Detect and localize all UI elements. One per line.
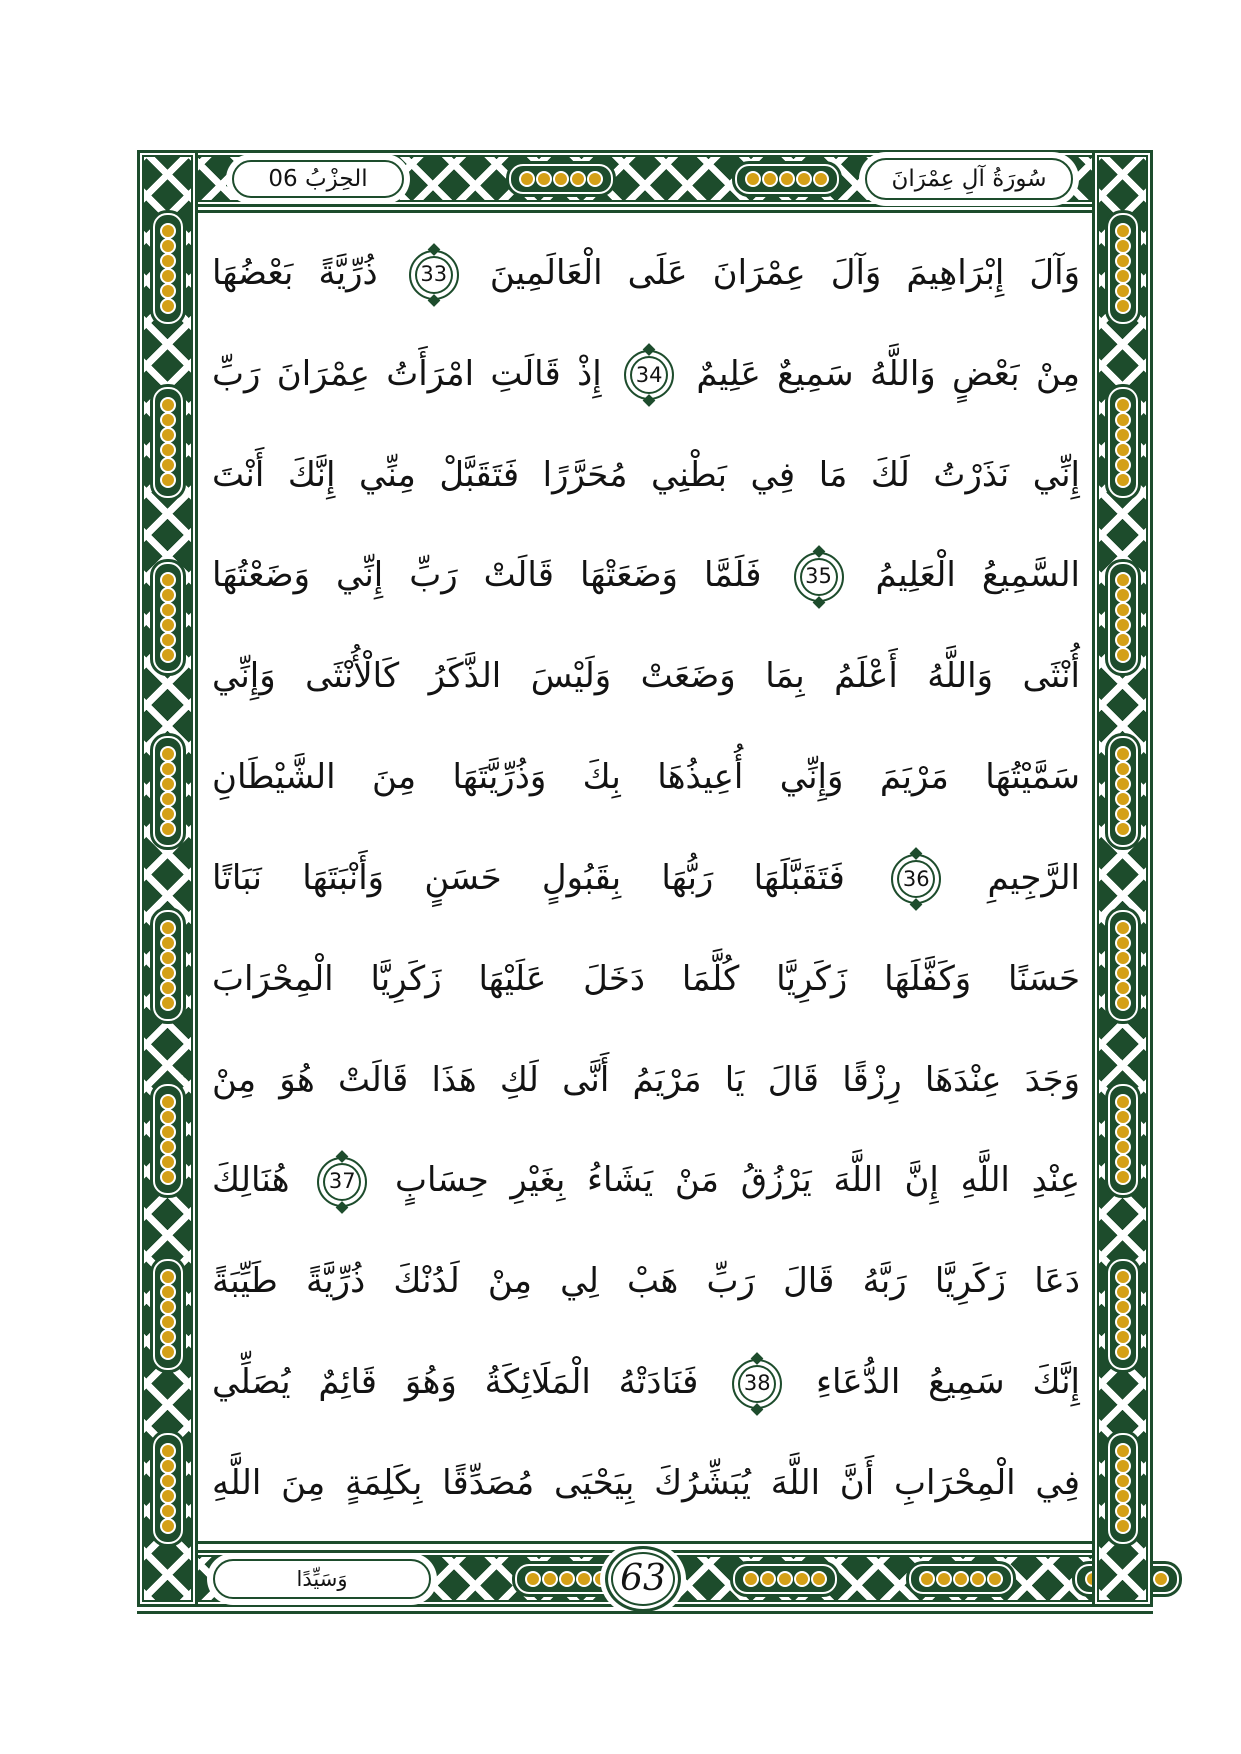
gold-dot-strip xyxy=(921,1573,1001,1585)
quran-text-segment: أُنْثَى وَاللَّهُ أَعْلَمُ بِمَا وَضَعَتْ وَلَيْسَ الذَّكَرُ كَالْأُنْثَى وَإِنِّي xyxy=(212,656,1080,697)
gold-dot xyxy=(527,1573,539,1585)
quran-line xyxy=(212,426,1080,524)
verse-number-badge: 36 xyxy=(891,854,941,904)
gold-dot xyxy=(162,1445,174,1457)
outer-rule-bottom xyxy=(137,1611,1153,1614)
ornament-cartouche xyxy=(509,164,613,194)
gold-dot xyxy=(162,808,174,820)
gold-dot xyxy=(989,1573,1001,1585)
gold-dot xyxy=(538,173,550,185)
gold-dot-strip xyxy=(162,922,174,1009)
gold-dot xyxy=(162,255,174,267)
gold-dot xyxy=(162,285,174,297)
quran-text-segment: دَعَا زَكَرِيَّا رَبَّهُ قَالَ رَبِّ هَبْ لِي مِنْ لَدُنْكَ ذُرِّيَّةً طَيِّبَةً xyxy=(212,1261,1080,1302)
gold-dot xyxy=(813,1573,825,1585)
gold-dot xyxy=(1117,1346,1129,1358)
frame-band-bottom xyxy=(137,1550,1153,1607)
gold-dot xyxy=(162,270,174,282)
quran-line xyxy=(212,728,1080,826)
gold-dot xyxy=(764,173,776,185)
gold-dot xyxy=(162,1171,174,1183)
gold-dot xyxy=(1117,1156,1129,1168)
gold-dot xyxy=(572,173,584,185)
ornament-cartouche xyxy=(153,910,183,1021)
quran-line xyxy=(212,1434,1080,1532)
gold-dot xyxy=(1117,604,1129,616)
gold-dot xyxy=(1117,1096,1129,1108)
gold-dot xyxy=(162,1301,174,1313)
ornament-cartouche xyxy=(153,1433,183,1544)
quran-text-segment: السَّمِيعُ الْعَلِيمُ xyxy=(875,555,1080,596)
quran-text-segment: حَسَنًا وَكَفَّلَهَا زَكَرِيَّا كُلَّمَا دَخَلَ عَلَيْهَا زَكَرِيَّا الْمِحْرَابَ xyxy=(212,958,1080,999)
inner-rule-top xyxy=(198,210,1092,213)
gold-dot xyxy=(1117,574,1129,586)
gold-dot xyxy=(1117,823,1129,835)
gold-dot-strip xyxy=(1117,399,1129,486)
gold-dot xyxy=(1117,429,1129,441)
gold-dot xyxy=(1117,285,1129,297)
gold-dot xyxy=(1117,793,1129,805)
gold-dot xyxy=(544,1573,556,1585)
gold-dot xyxy=(1117,937,1129,949)
gold-dot xyxy=(521,173,533,185)
gold-dot-strip xyxy=(1117,574,1129,661)
gold-dot xyxy=(921,1573,933,1585)
gold-dot xyxy=(1117,1520,1129,1532)
gold-dot xyxy=(781,173,793,185)
gold-dot-strip xyxy=(747,173,827,185)
gold-dot xyxy=(578,1573,590,1585)
gold-dot xyxy=(1117,255,1129,267)
gold-dot-strip xyxy=(521,173,601,185)
gold-dot xyxy=(1117,778,1129,790)
quran-line xyxy=(212,526,1080,624)
gold-dot xyxy=(162,1505,174,1517)
gold-dot xyxy=(1117,240,1129,252)
gold-dot xyxy=(955,1573,967,1585)
ornament-cartouche xyxy=(1108,387,1138,498)
gold-dot xyxy=(162,1271,174,1283)
page-number: 63 xyxy=(620,1558,666,1599)
gold-dot xyxy=(162,1126,174,1138)
gold-dot xyxy=(1117,1475,1129,1487)
gold-dot xyxy=(162,778,174,790)
quran-line xyxy=(212,1232,1080,1330)
gold-dot xyxy=(162,1286,174,1298)
gold-dot xyxy=(1117,1331,1129,1343)
ornament-cartouche xyxy=(153,736,183,847)
quran-text-segment: ذُرِّيَّةً بَعْضُهَا xyxy=(212,253,378,293)
ornament-cartouche xyxy=(515,1564,619,1594)
quran-text-segment: وَآلَ إِبْرَاهِيمَ وَآلَ عِمْرَانَ عَلَى الْعَالَمِينَ xyxy=(489,253,1080,293)
gold-dot xyxy=(1117,1286,1129,1298)
gold-dot-strip xyxy=(162,1271,174,1358)
frame-band-top-items xyxy=(137,150,1153,207)
gold-dot xyxy=(555,173,567,185)
gold-dot xyxy=(162,982,174,994)
gold-dot-strip xyxy=(1117,1096,1129,1183)
gold-dot xyxy=(1117,649,1129,661)
gold-dot xyxy=(1117,414,1129,426)
gold-dot xyxy=(561,1573,573,1585)
frame-band-right xyxy=(1092,150,1153,1607)
gold-dot-strip xyxy=(1117,225,1129,312)
gold-dot xyxy=(589,173,601,185)
quran-line xyxy=(212,1131,1080,1229)
quran-line xyxy=(212,1031,1080,1129)
ornament-cartouche xyxy=(733,1564,837,1594)
surah-pill xyxy=(865,158,1073,200)
quran-text-segment: وَجَدَ عِنْدَهَا رِزْقًا قَالَ يَا مَرْيَمُ أَنَّى لَكِ هَذَا قَالَتْ هُوَ مِنْ xyxy=(212,1059,1080,1100)
gold-dot xyxy=(1117,763,1129,775)
gold-dot xyxy=(1117,1111,1129,1123)
gold-dot xyxy=(779,1573,791,1585)
gold-dot xyxy=(162,634,174,646)
gold-dot xyxy=(162,619,174,631)
gold-dot xyxy=(162,997,174,1009)
gold-dot xyxy=(162,1316,174,1328)
ornament-cartouche xyxy=(153,562,183,673)
gold-dot xyxy=(162,1346,174,1358)
gold-dot xyxy=(1117,634,1129,646)
gold-dot xyxy=(162,474,174,486)
gold-dot xyxy=(162,922,174,934)
gold-dot xyxy=(747,173,759,185)
quran-text-segment: فَنَادَتْهُ الْمَلَائِكَةُ وَهُوَ قَائِمٌ يُصَلِّي xyxy=(212,1362,699,1403)
ornament-cartouche xyxy=(1108,736,1138,847)
ornament-cartouche xyxy=(153,1259,183,1370)
quran-line xyxy=(212,930,1080,1028)
gold-dot-strip xyxy=(162,1096,174,1183)
gold-dot xyxy=(1117,1445,1129,1457)
gold-dot xyxy=(162,1111,174,1123)
quran-text-segment: الرَّجِيمِ xyxy=(987,857,1081,898)
quran-text-segment: سَمَّيْتُهَا مَرْيَمَ وَإِنِّي أُعِيذُهَا بِكَ وَذُرِّيَّتَهَا مِنَ الشَّيْطَانِ xyxy=(212,757,1080,798)
quran-line xyxy=(212,1333,1080,1431)
gold-dot xyxy=(798,173,810,185)
gold-dot-strip xyxy=(745,1573,825,1585)
gold-dot xyxy=(162,793,174,805)
inner-rule-bottom xyxy=(198,1541,1092,1544)
gold-dot-strip xyxy=(162,574,174,661)
gold-dot xyxy=(1117,444,1129,456)
ornament-cartouche xyxy=(153,1084,183,1195)
quran-text-segment: فَلَمَّا وَضَعَتْهَا قَالَتْ رَبِّ إِنِّي وَضَعْتُهَا xyxy=(212,555,762,596)
hizb-label: الحِزْبُ 06 xyxy=(268,165,368,192)
quran-text-segment: إِنِّي نَذَرْتُ لَكَ مَا فِي بَطْنِي مُحَرَّرًا فَتَقَبَّلْ مِنِّي إِنَّكَ أَنْتَ xyxy=(212,454,1080,495)
gold-dot xyxy=(1117,1490,1129,1502)
quran-text-block xyxy=(212,224,1080,1532)
hizb-pill xyxy=(232,160,404,198)
gold-dot xyxy=(162,604,174,616)
verse-number-badge: 34 xyxy=(624,350,674,400)
gold-dot xyxy=(162,649,174,661)
ornament-cartouche xyxy=(1108,910,1138,1021)
gold-dot xyxy=(162,300,174,312)
frame-band-left xyxy=(137,150,198,1607)
surah-title-label: سُورَةُ آلِ عِمْرَانَ xyxy=(891,165,1047,192)
catchword-pill xyxy=(213,1559,431,1599)
gold-dot xyxy=(1117,967,1129,979)
gold-dot xyxy=(162,1096,174,1108)
gold-dot xyxy=(1117,1271,1129,1283)
gold-dot xyxy=(162,952,174,964)
gold-dot-strip xyxy=(527,1573,607,1585)
gold-dot xyxy=(1117,225,1129,237)
gold-dot-strip xyxy=(1117,1271,1129,1358)
gold-dot xyxy=(972,1573,984,1585)
gold-dot xyxy=(162,1156,174,1168)
gold-dot xyxy=(162,967,174,979)
gold-dot xyxy=(162,763,174,775)
gold-dot xyxy=(162,574,174,586)
frame-band-bottom-items xyxy=(137,1550,1153,1607)
gold-dot-strip xyxy=(1117,1445,1129,1532)
quran-text-segment: إِنَّكَ سَمِيعُ الدُّعَاءِ xyxy=(816,1362,1081,1403)
gold-dot xyxy=(162,459,174,471)
ornament-cartouche xyxy=(153,387,183,498)
quran-text-segment: عِنْدِ اللَّهِ إِنَّ اللَّهَ يَرْزُقُ مَنْ يَشَاءُ بِغَيْرِ حِسَابٍ xyxy=(395,1160,1080,1201)
catchword-label: وَسَيِّدًا xyxy=(296,1566,348,1591)
verse-number-badge: 37 xyxy=(317,1157,367,1207)
gold-dot xyxy=(162,1490,174,1502)
ornament-cartouche xyxy=(153,213,183,324)
gold-dot xyxy=(1117,1126,1129,1138)
gold-dot xyxy=(1117,997,1129,1009)
quran-text-segment: إِذْ قَالَتِ امْرَأَتُ عِمْرَانَ رَبِّ xyxy=(212,353,602,394)
gold-dot xyxy=(938,1573,950,1585)
gold-dot xyxy=(1117,1301,1129,1313)
gold-dot xyxy=(162,1331,174,1343)
frame-band-top xyxy=(137,150,1153,207)
gold-dot xyxy=(162,1460,174,1472)
gold-dot xyxy=(1117,922,1129,934)
gold-dot xyxy=(1117,399,1129,411)
quran-text-segment: هُنَالِكَ xyxy=(212,1160,290,1201)
gold-dot xyxy=(1117,474,1129,486)
gold-dot xyxy=(1117,982,1129,994)
gold-dot xyxy=(162,823,174,835)
verse-number-badge: 35 xyxy=(794,552,844,602)
gold-dot-strip xyxy=(162,399,174,486)
gold-dot xyxy=(1117,459,1129,471)
gold-dot xyxy=(1117,808,1129,820)
ornament-cartouche xyxy=(735,164,839,194)
gold-dot xyxy=(162,414,174,426)
quran-line xyxy=(212,627,1080,725)
gold-dot xyxy=(1117,748,1129,760)
quran-line xyxy=(212,829,1080,927)
frame-band-left-items xyxy=(137,150,198,1607)
gold-dot xyxy=(1117,1505,1129,1517)
gold-dot xyxy=(162,240,174,252)
gold-dot xyxy=(762,1573,774,1585)
gold-dot xyxy=(1117,1316,1129,1328)
gold-dot xyxy=(162,937,174,949)
quran-line xyxy=(212,325,1080,423)
gold-dot xyxy=(162,444,174,456)
quran-text-segment: فَتَقَبَّلَهَا رَبُّهَا بِقَبُولٍ حَسَنٍ وَأَنْبَتَهَا نَبَاتًا xyxy=(212,857,845,898)
gold-dot xyxy=(1117,300,1129,312)
gold-dot-strip xyxy=(1117,922,1129,1009)
verse-number-badge: 33 xyxy=(409,250,459,300)
gold-dot xyxy=(162,399,174,411)
gold-dot-strip xyxy=(162,225,174,312)
gold-dot xyxy=(162,1520,174,1532)
gold-dot xyxy=(162,429,174,441)
gold-dot-strip xyxy=(1117,748,1129,835)
gold-dot xyxy=(1117,1141,1129,1153)
gold-dot xyxy=(1117,1460,1129,1472)
gold-dot xyxy=(796,1573,808,1585)
page-number-badge xyxy=(605,1546,681,1612)
ornament-cartouche xyxy=(1108,1259,1138,1370)
verse-number-badge: 38 xyxy=(732,1359,782,1409)
ornament-cartouche xyxy=(1108,1084,1138,1195)
frame-band-right-items xyxy=(1092,150,1153,1607)
gold-dot xyxy=(162,225,174,237)
ornament-cartouche xyxy=(1108,213,1138,324)
gold-dot xyxy=(162,1141,174,1153)
gold-dot xyxy=(1117,952,1129,964)
gold-dot-strip xyxy=(162,748,174,835)
quran-text-segment: فِي الْمِحْرَابِ أَنَّ اللَّهَ يُبَشِّرُكَ بِيَحْيَى مُصَدِّقًا بِكَلِمَةٍ مِنَ اللَّهِ xyxy=(212,1462,1080,1503)
gold-dot xyxy=(1117,1171,1129,1183)
gold-dot xyxy=(162,748,174,760)
gold-dot xyxy=(1155,1573,1167,1585)
ornament-cartouche xyxy=(1108,1433,1138,1544)
gold-dot xyxy=(162,1475,174,1487)
gold-dot-strip xyxy=(162,1445,174,1532)
ornament-cartouche xyxy=(909,1564,1013,1594)
quran-line xyxy=(212,224,1080,322)
ornament-cartouche xyxy=(1108,562,1138,673)
gold-dot xyxy=(745,1573,757,1585)
gold-dot xyxy=(1117,270,1129,282)
gold-dot xyxy=(1117,619,1129,631)
gold-dot xyxy=(815,173,827,185)
gold-dot xyxy=(162,589,174,601)
gold-dot xyxy=(1117,589,1129,601)
quran-text-segment: مِنْ بَعْضٍ وَاللَّهُ سَمِيعٌ عَلِيمٌ xyxy=(696,353,1081,394)
